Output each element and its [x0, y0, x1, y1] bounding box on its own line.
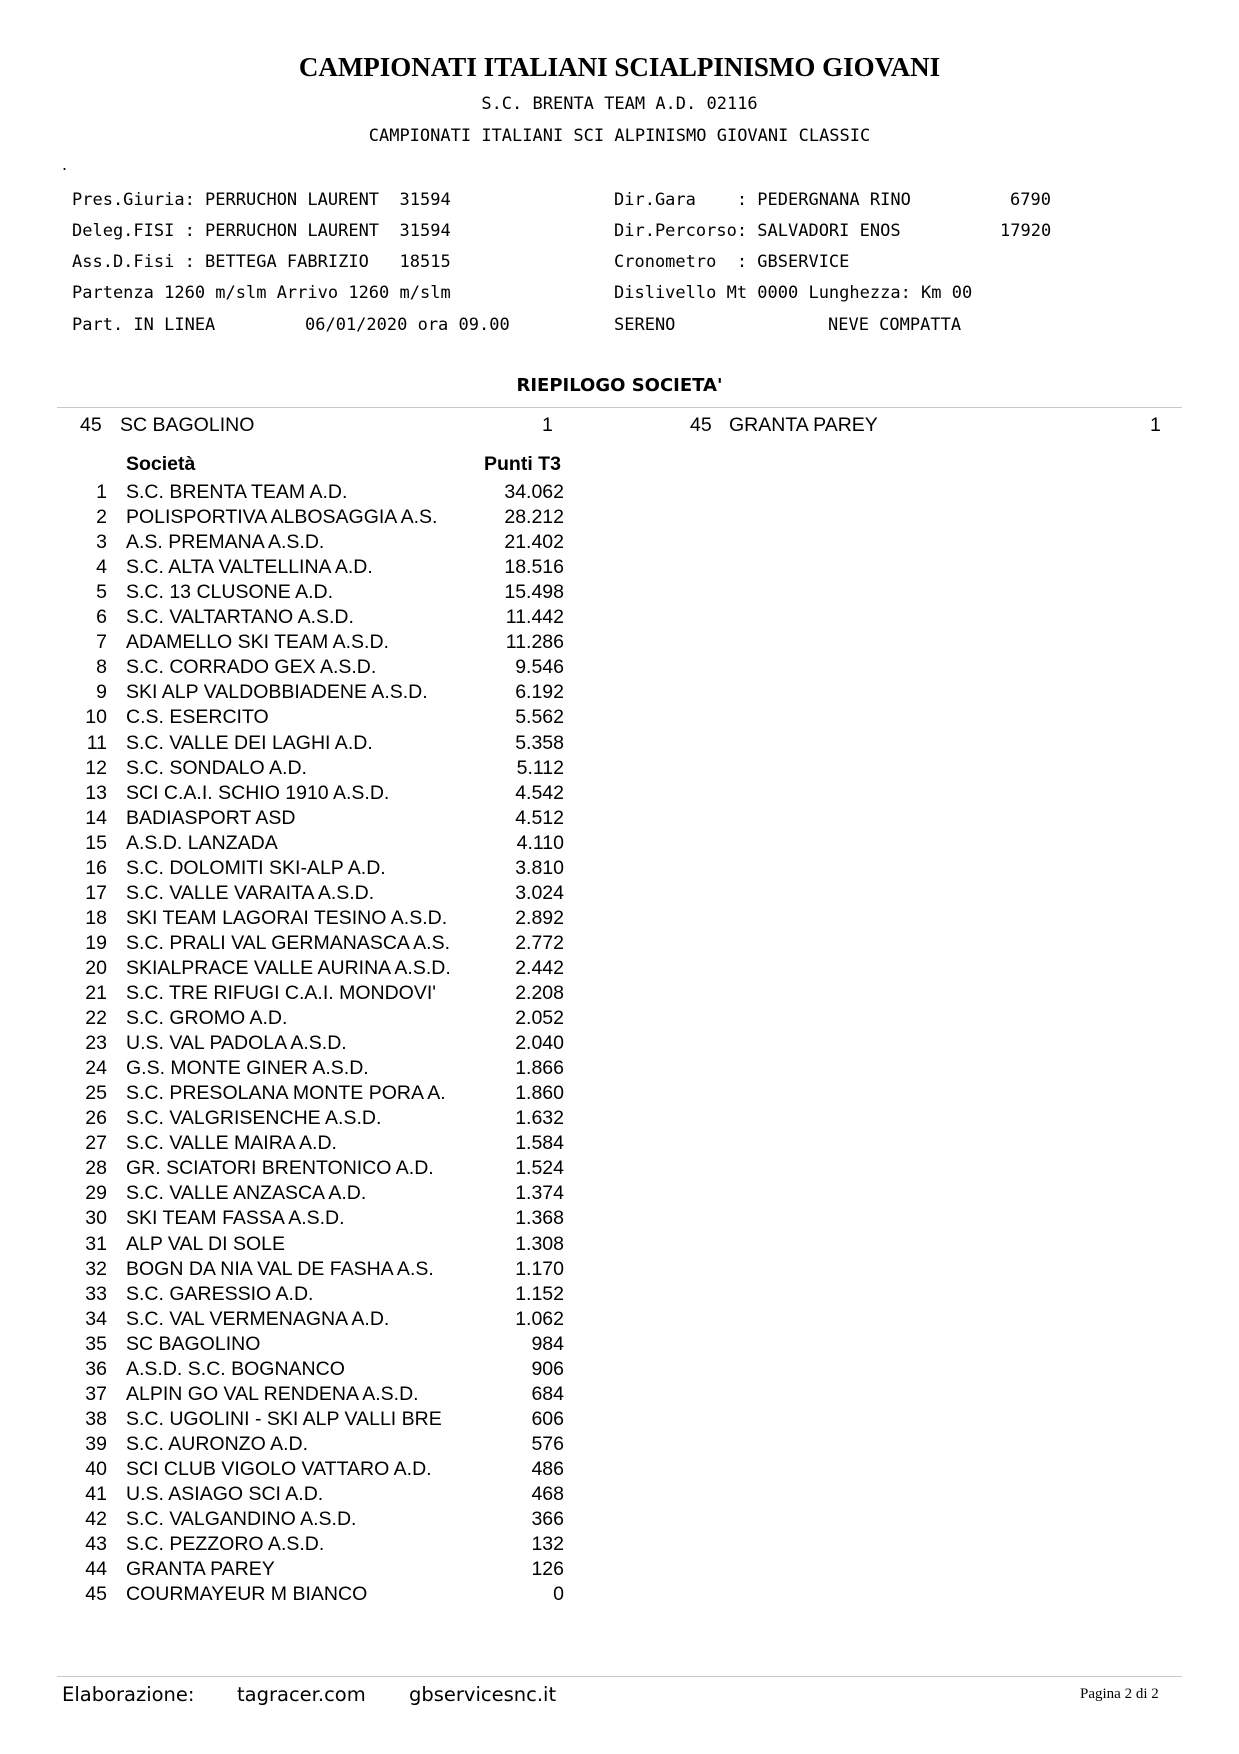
table-row	[0, 1157, 640, 1182]
footer-link-gbservice[interactable]: gbservicesnc.it	[409, 1683, 557, 1706]
table-row	[0, 1207, 640, 1232]
summary-right-count: 45	[690, 414, 712, 436]
row-points: 2.040	[515, 1032, 564, 1055]
row-team: SCI C.A.I. SCHIO 1910 A.S.D.	[126, 781, 390, 804]
row-points: 15.498	[504, 581, 564, 604]
row-points: 3.024	[515, 881, 564, 904]
row-team: S.C. VALLE ANZASCA A.D.	[126, 1182, 367, 1205]
row-team: SKI TEAM LAGORAI TESINO A.S.D.	[126, 906, 448, 929]
row-position: 3	[96, 531, 107, 554]
dir-gara: Dir.Gara : PEDERGNANA RINO	[614, 190, 911, 210]
summary-left-count: 45	[80, 414, 102, 436]
row-points: 2.208	[515, 982, 564, 1004]
partenza-arrivo: Partenza 1260 m/slm Arrivo 1260 m/slm	[72, 283, 451, 303]
row-position: 28	[85, 1157, 107, 1180]
row-position: 37	[85, 1382, 107, 1405]
table-row	[0, 832, 640, 857]
row-points: 1.374	[515, 1182, 564, 1205]
cronometro: Cronometro : GBSERVICE	[614, 252, 850, 272]
summary-left-team: SC BAGOLINO	[120, 414, 255, 436]
dir-gara-code: 6790	[1010, 190, 1051, 210]
row-team: SKI ALP VALDOBBIADENE A.S.D.	[126, 681, 428, 704]
row-team: SC BAGOLINO	[126, 1332, 261, 1355]
row-points: 606	[531, 1407, 564, 1430]
row-position: 13	[85, 781, 107, 804]
row-team: GR. SCIATORI BRENTONICO A.D.	[126, 1157, 434, 1180]
table-row	[0, 1032, 640, 1057]
row-points: 9.546	[515, 656, 564, 679]
row-position: 43	[85, 1533, 107, 1556]
row-position: 34	[85, 1307, 107, 1330]
row-position: 17	[85, 881, 107, 904]
row-position: 30	[85, 1207, 107, 1230]
row-position: 2	[96, 506, 107, 529]
row-points: 486	[531, 1457, 564, 1480]
row-points: 576	[531, 1432, 564, 1455]
table-row	[0, 932, 640, 957]
snow-condition: NEVE COMPATTA	[828, 315, 962, 335]
row-team: S.C. PEZZORO A.S.D.	[126, 1533, 325, 1556]
row-points: 2.772	[515, 931, 564, 954]
row-points: 1.632	[515, 1107, 564, 1130]
row-points: 468	[531, 1483, 564, 1505]
row-position: 5	[96, 581, 107, 604]
row-position: 21	[85, 982, 107, 1004]
summary-left-value: 1	[542, 414, 553, 436]
table-row	[0, 907, 640, 932]
dot-mark: .	[62, 154, 68, 174]
weather: SERENO	[614, 315, 676, 335]
row-position: 23	[85, 1032, 107, 1055]
ass-fisi: Ass.D.Fisi : BETTEGA FABRIZIO 18515	[72, 252, 451, 272]
table-row	[0, 1007, 640, 1032]
row-points: 34.062	[504, 481, 564, 503]
row-team: S.C. VALTARTANO A.S.D.	[126, 606, 354, 629]
row-position: 25	[85, 1082, 107, 1105]
row-points: 984	[531, 1332, 564, 1355]
row-team: A.S. PREMANA A.S.D.	[126, 531, 325, 554]
row-points: 5.562	[515, 706, 564, 729]
row-team: S.C. VALLE VARAITA A.S.D.	[126, 881, 375, 904]
pres-giuria: Pres.Giuria: PERRUCHON LAURENT 31594	[72, 190, 451, 210]
row-points: 0	[553, 1583, 564, 1606]
table-row	[0, 957, 640, 982]
row-position: 42	[85, 1508, 107, 1531]
row-points: 28.212	[504, 506, 564, 529]
footer-link-tagracer[interactable]: tagracer.com	[237, 1683, 366, 1706]
row-team: SKI TEAM FASSA A.S.D.	[126, 1207, 345, 1230]
divider	[57, 407, 1182, 408]
row-points: 6.192	[515, 681, 564, 704]
row-position: 10	[85, 706, 107, 729]
row-team: ALP VAL DI SOLE	[126, 1232, 285, 1255]
row-points: 1.170	[515, 1257, 564, 1280]
dislivello: Dislivello Mt 0000 Lunghezza: Km 00	[614, 283, 973, 303]
row-team: S.C. VALLE DEI LAGHI A.D.	[126, 731, 373, 754]
row-position: 45	[85, 1583, 107, 1606]
row-points: 5.358	[515, 731, 564, 754]
row-team: POLISPORTIVA ALBOSAGGIA A.S.	[126, 506, 438, 529]
row-team: S.C. VAL VERMENAGNA A.D.	[126, 1307, 390, 1330]
summary-right-team: GRANTA PAREY	[729, 414, 878, 436]
row-position: 33	[85, 1282, 107, 1305]
row-points: 4.512	[515, 806, 564, 829]
column-header-points: Punti T3	[484, 453, 561, 475]
table-row	[0, 706, 640, 731]
row-position: 7	[96, 631, 107, 654]
table-row	[0, 631, 640, 656]
section-heading: RIEPILOGO SOCIETA'	[516, 375, 723, 396]
table-row	[0, 1408, 640, 1433]
row-position: 24	[85, 1057, 107, 1080]
page-title: CAMPIONATI ITALIANI SCIALPINISMO GIOVANI	[298, 52, 941, 82]
row-position: 18	[85, 906, 107, 929]
table-row	[0, 1258, 640, 1283]
row-position: 1	[96, 481, 107, 503]
row-position: 26	[85, 1107, 107, 1130]
row-team: G.S. MONTE GINER A.S.D.	[126, 1057, 369, 1080]
page-number: Pagina 2 di 2	[1080, 1686, 1159, 1702]
table-row	[0, 1533, 640, 1558]
table-row	[0, 782, 640, 807]
table-row	[0, 656, 640, 681]
table-row	[0, 1308, 640, 1333]
row-team: S.C. GROMO A.D.	[126, 1007, 288, 1030]
row-team: SKIALPRACE VALLE AURINA A.S.D.	[126, 956, 451, 979]
row-team: S.C. VALGRISENCHE A.S.D.	[126, 1107, 382, 1130]
row-team: COURMAYEUR M BIANCO	[126, 1583, 368, 1606]
table-row	[0, 1082, 640, 1107]
deleg-fisi: Deleg.FISI : PERRUCHON LAURENT 31594	[72, 221, 451, 241]
footer-elaborazione: Elaborazione:	[62, 1683, 195, 1706]
row-team: S.C. BRENTA TEAM A.D.	[126, 481, 348, 503]
row-position: 6	[96, 606, 107, 629]
row-position: 39	[85, 1432, 107, 1455]
table-row	[0, 1057, 640, 1082]
row-team: S.C. PRESOLANA MONTE PORA A.	[126, 1082, 446, 1105]
table-row	[0, 757, 640, 782]
table-row	[0, 1458, 640, 1483]
table-row	[0, 531, 640, 556]
row-position: 4	[96, 556, 107, 579]
row-points: 906	[531, 1357, 564, 1380]
row-position: 38	[85, 1407, 107, 1430]
row-team: S.C. GARESSIO A.D.	[126, 1282, 314, 1305]
row-points: 132	[531, 1533, 564, 1556]
table-row	[0, 1333, 640, 1358]
row-points: 5.112	[516, 756, 564, 779]
row-points: 1.152	[515, 1282, 564, 1305]
table-row	[0, 1383, 640, 1408]
table-row	[0, 1558, 640, 1583]
table-row	[0, 1107, 640, 1132]
row-position: 8	[96, 656, 107, 679]
row-points: 21.402	[504, 531, 564, 554]
summary-right-value: 1	[1150, 414, 1161, 436]
row-position: 15	[85, 831, 107, 854]
row-points: 11.442	[505, 606, 564, 629]
part-date: 06/01/2020 ora 09.00	[305, 315, 510, 335]
row-points: 366	[531, 1508, 564, 1531]
row-points: 1.368	[515, 1207, 564, 1230]
table-row	[0, 857, 640, 882]
row-position: 16	[85, 856, 107, 879]
table-row	[0, 882, 640, 907]
table-row	[0, 1233, 640, 1258]
row-team: U.S. VAL PADOLA A.S.D.	[126, 1032, 347, 1055]
row-team: S.C. ALTA VALTELLINA A.D.	[126, 556, 373, 579]
table-row	[0, 556, 640, 581]
row-points: 1.308	[515, 1232, 564, 1255]
table-row	[0, 732, 640, 757]
row-points: 4.542	[515, 781, 564, 804]
row-points: 2.892	[515, 906, 564, 929]
row-team: S.C. PRALI VAL GERMANASCA A.S.	[126, 931, 451, 954]
row-position: 14	[85, 806, 107, 829]
row-points: 2.052	[515, 1007, 564, 1030]
dir-percorso: Dir.Percorso: SALVADORI ENOS	[614, 221, 901, 241]
row-points: 4.110	[516, 831, 564, 854]
row-position: 32	[85, 1257, 107, 1280]
event-line: CAMPIONATI ITALIANI SCI ALPINISMO GIOVANI CLASSIC	[368, 126, 871, 146]
row-points: 1.062	[515, 1307, 564, 1330]
table-row	[0, 1508, 640, 1533]
row-points: 1.524	[515, 1157, 564, 1180]
table-row	[0, 807, 640, 832]
row-points: 18.516	[504, 556, 564, 579]
table-row	[0, 1182, 640, 1207]
row-points: 2.442	[515, 956, 564, 979]
row-team: ADAMELLO SKI TEAM A.S.D.	[126, 631, 389, 654]
row-position: 41	[85, 1483, 107, 1505]
row-position: 12	[85, 756, 107, 779]
table-row	[0, 1358, 640, 1383]
row-position: 19	[85, 931, 107, 954]
row-team: S.C. CORRADO GEX A.S.D.	[126, 656, 377, 679]
table-row	[0, 1433, 640, 1458]
part-in-linea: Part. IN LINEA	[72, 315, 216, 335]
row-team: S.C. VALGANDINO A.S.D.	[126, 1508, 357, 1531]
row-position: 9	[96, 681, 107, 704]
row-team: GRANTA PAREY	[126, 1558, 275, 1581]
table-row	[0, 1132, 640, 1157]
row-position: 31	[85, 1232, 107, 1255]
row-team: S.C. VALLE MAIRA A.D.	[126, 1132, 337, 1155]
row-team: S.C. DOLOMITI SKI-ALP A.D.	[126, 856, 386, 879]
table-row	[0, 1583, 640, 1608]
row-points: 1.584	[515, 1132, 564, 1155]
row-position: 20	[85, 956, 107, 979]
footer-divider	[57, 1676, 1182, 1677]
row-points: 684	[531, 1382, 564, 1405]
row-position: 27	[85, 1132, 107, 1155]
row-points: 126	[531, 1558, 564, 1581]
row-points: 1.866	[515, 1057, 564, 1080]
row-team: S.C. TRE RIFUGI C.A.I. MONDOVI'	[126, 982, 436, 1004]
table-row	[0, 681, 640, 706]
row-position: 11	[86, 731, 107, 754]
row-points: 11.286	[505, 631, 564, 654]
row-team: BOGN DA NIA VAL DE FASHA A.S.	[126, 1257, 434, 1280]
row-team: S.C. AURONZO A.D.	[126, 1432, 309, 1455]
table-row	[0, 506, 640, 531]
row-team: A.S.D. S.C. BOGNANCO	[126, 1357, 345, 1380]
table-row	[0, 1283, 640, 1308]
table-row	[0, 581, 640, 606]
table-row	[0, 982, 640, 1007]
row-team: S.C. SONDALO A.D.	[126, 756, 307, 779]
row-team: U.S. ASIAGO SCI A.D.	[126, 1483, 324, 1505]
table-row	[0, 1483, 640, 1508]
row-position: 29	[85, 1182, 107, 1205]
row-team: ALPIN GO VAL RENDENA A.S.D.	[126, 1382, 419, 1405]
dir-percorso-code: 17920	[1000, 221, 1052, 241]
row-points: 1.860	[515, 1082, 564, 1105]
row-team: S.C. 13 CLUSONE A.D.	[126, 581, 333, 604]
table-row	[0, 481, 640, 506]
row-points: 3.810	[515, 856, 564, 879]
row-team: A.S.D. LANZADA	[126, 831, 278, 854]
row-position: 36	[85, 1357, 107, 1380]
row-position: 40	[85, 1457, 107, 1480]
column-header-team: Società	[126, 453, 196, 475]
row-team: S.C. UGOLINI - SKI ALP VALLI BRE	[126, 1407, 442, 1430]
row-team: SCI CLUB VIGOLO VATTARO A.D.	[126, 1457, 432, 1480]
row-position: 35	[85, 1332, 107, 1355]
row-position: 22	[85, 1007, 107, 1030]
organizer-line: S.C. BRENTA TEAM A.D. 02116	[481, 94, 758, 114]
table-row	[0, 606, 640, 631]
row-position: 44	[85, 1558, 107, 1581]
row-team: BADIASPORT ASD	[126, 806, 296, 829]
row-team: C.S. ESERCITO	[126, 706, 269, 729]
